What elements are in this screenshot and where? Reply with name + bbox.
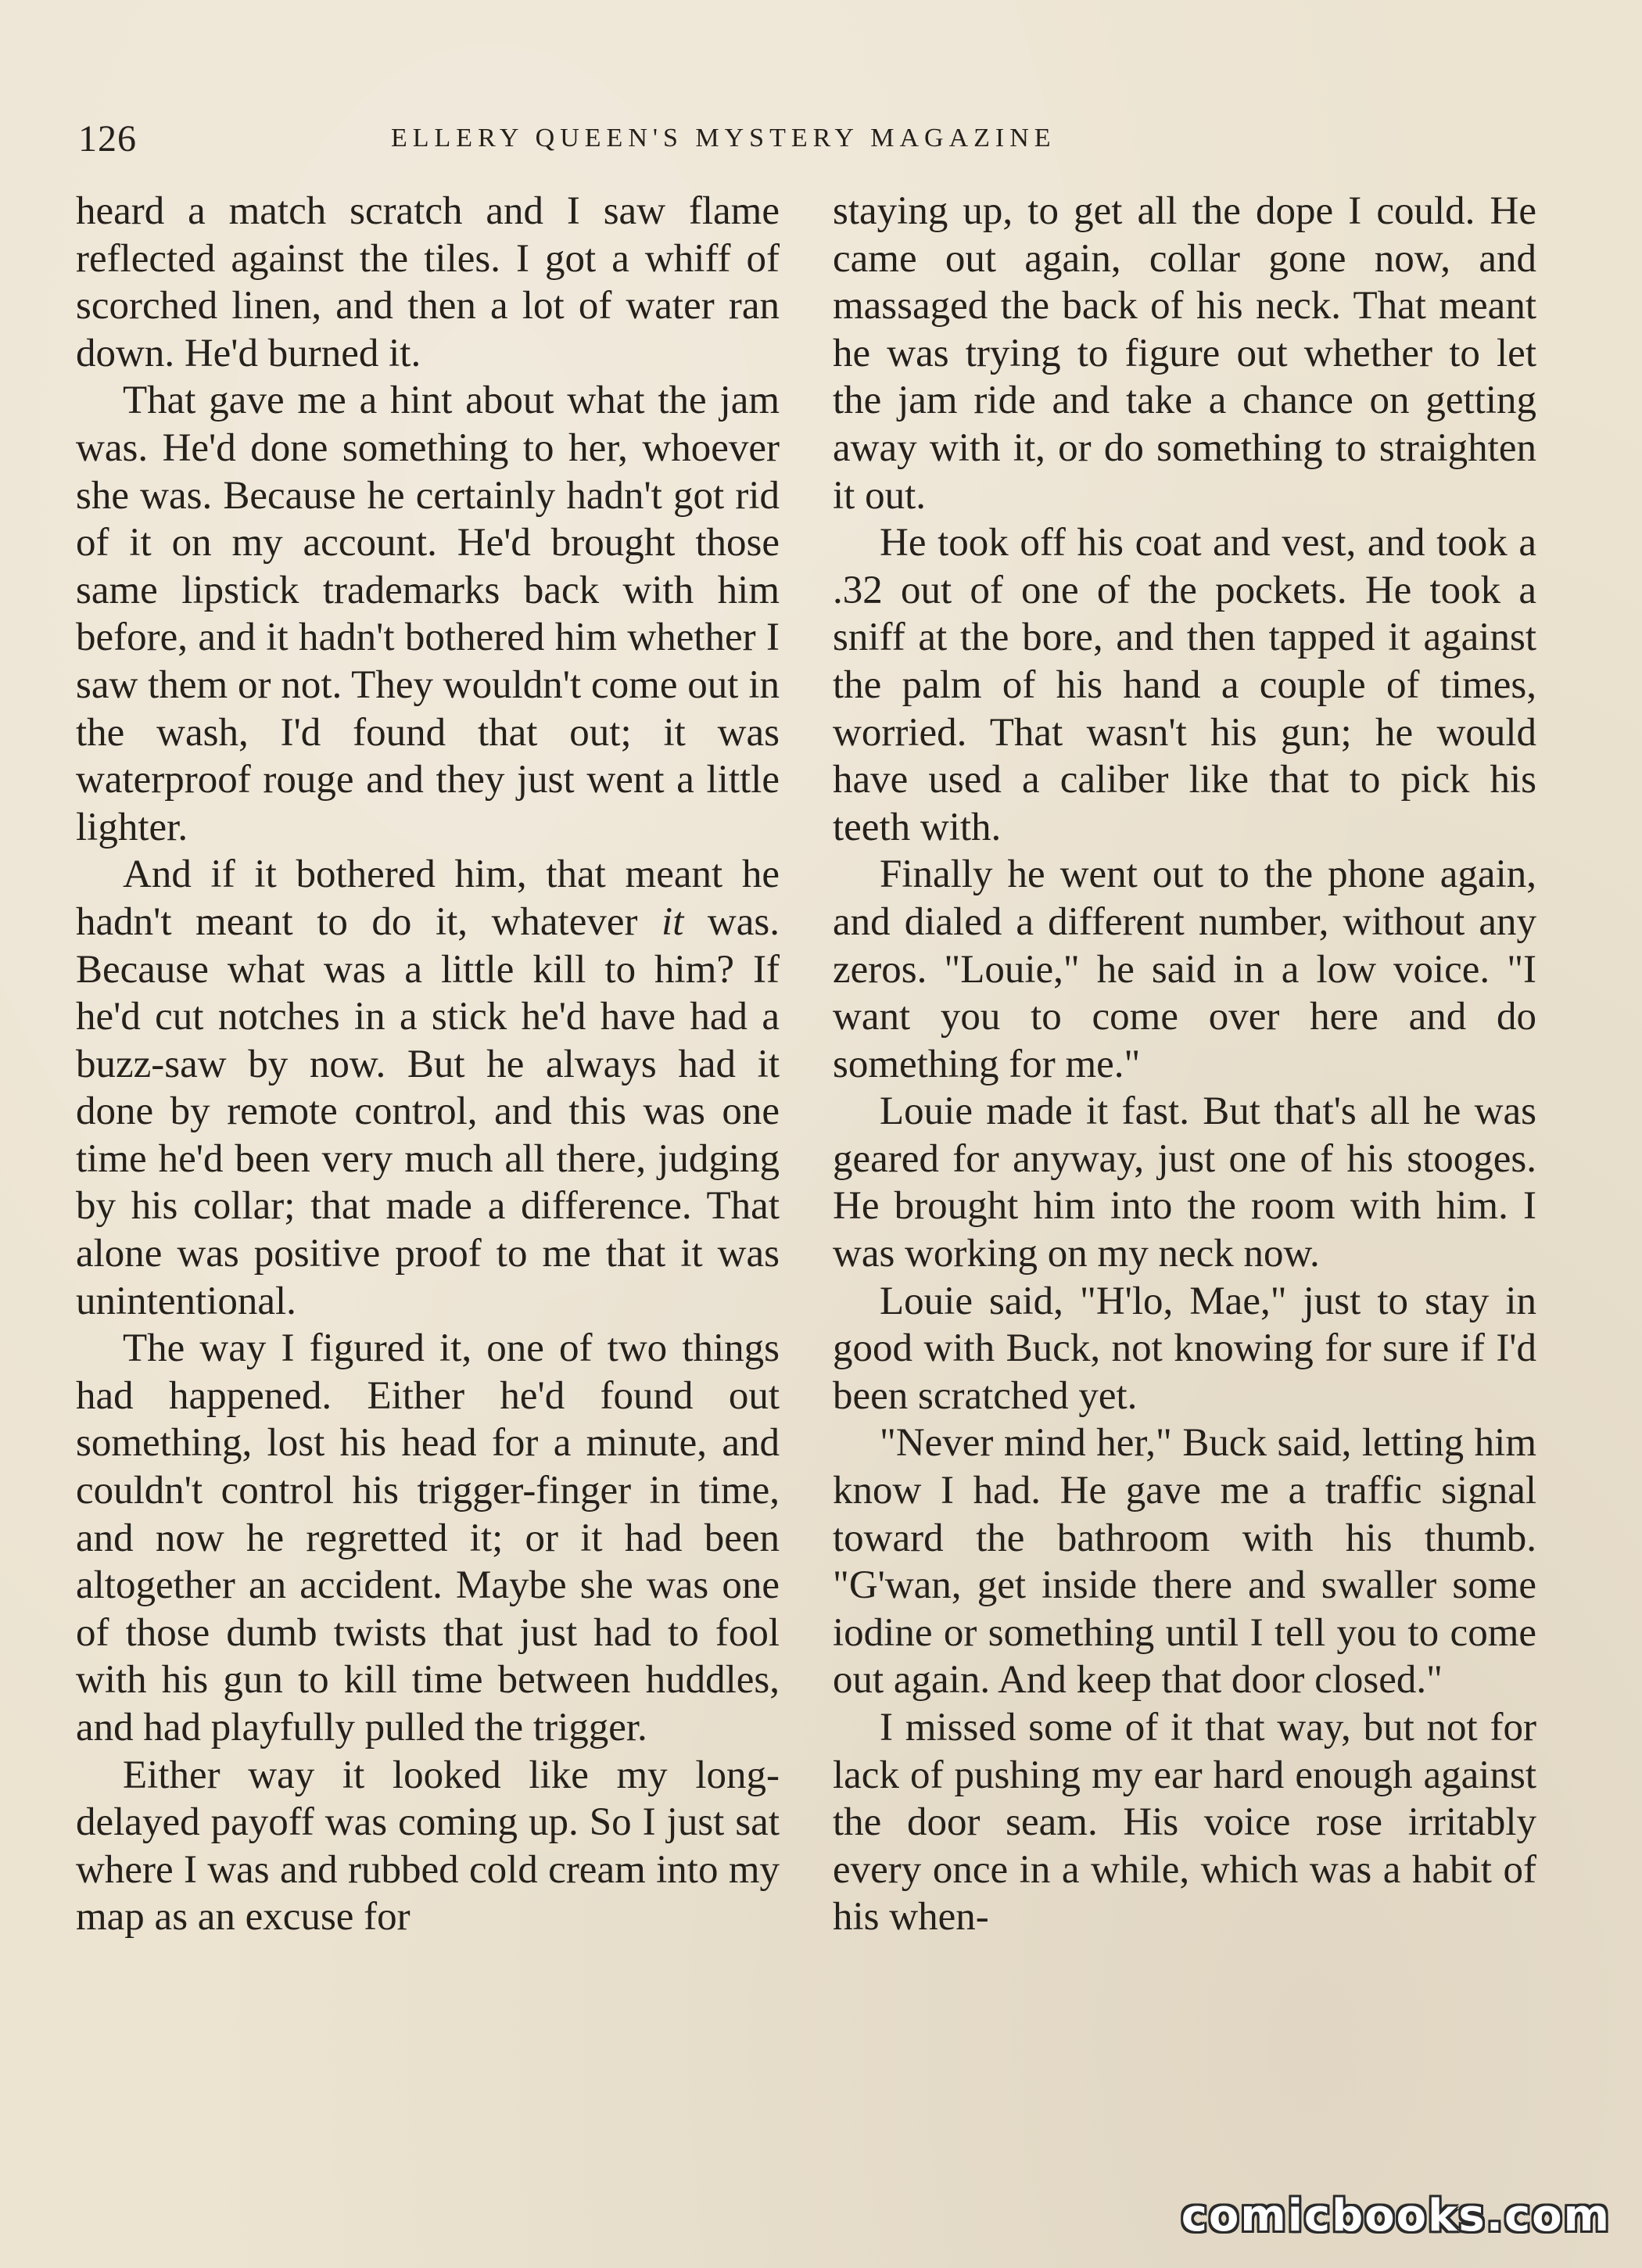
paragraph: I missed some of it that way, but not for lack of pushing my ear hard enough against the door seam. His voice rose irritably every once in a while, which was a habit of his when-	[833, 1706, 1536, 1940]
paragraph: Louie made it fast. But that's all he was geared for anyway, just one of his stooges. He brought him into the room with him. I was working on my neck now.	[833, 1089, 1536, 1276]
right-column	[833, 188, 1536, 1941]
emphasis: it	[661, 899, 684, 944]
paragraph: That gave me a hint about what the jam was. He'd done something to her, whoever she was. Because he certainly hadn't got rid of it on my account. He'd brought those same lipstick trademarks back with him before, and it hadn't bothered him whether I saw them or not. They wouldn't come out in the wash, I'd found that out; it was waterproof rouge and they just went a little lighter.	[76, 379, 780, 849]
paragraph: The way I figured it, one of two things had happened. Either he'd found out something, lost his head for a minute, and couldn't control his trigger-finger in time, and now he regretted it; or it had been altogether an accident. Maybe she was one of those dumb twists that just had to fool with his gun to kill time between huddles, and had playfully pulled the trigger.	[76, 1326, 780, 1749]
paragraph: heard a match scratch and I saw flame reflected against the tiles. I got a whiff of scorched linen, and then a lot of water ran down. He'd burned it.	[76, 189, 780, 375]
paragraph: He took off his coat and vest, and took a .32 out of one of the pockets. He took a sniff at the bore, and then tapped it against the palm of his hand a couple of times, worried. That wasn't his gun; he would have used a caliber like that to pick his teeth with.	[833, 521, 1536, 849]
paragraph: Either way it looked like my long-delayed payoff was coming up. So I just sat where I was and rubbed cold cream into my map as an excuse for	[76, 1753, 780, 1940]
page-number: 126	[78, 118, 137, 160]
paragraph: Finally he went out to the phone again, and dialed a different number, without any zeros. "Louie," he said in a low voice. "I want you to come over here and do something for me."	[833, 852, 1536, 1086]
paragraph: staying up, to get all the dope I could. He came out again, collar gone now, and massaged the back of his neck. That meant he was trying to figure out whether to let the jam ride and take a chance on getting away with it, or do something to straighten it out.	[833, 189, 1536, 518]
left-column	[76, 188, 780, 1941]
paragraph: Louie said, "H'lo, Mae," just to stay in good with Buck, not knowing for sure if I'd been scratched yet.	[833, 1279, 1536, 1418]
running-head: ELLERY QUEEN'S MYSTERY MAGAZINE	[391, 124, 1056, 153]
watermark: comicbooks.com	[1181, 2191, 1611, 2241]
page-header	[78, 117, 1533, 172]
paragraph: "Never mind her," Buck said, letting him know I had. He gave me a traffic signal toward the bathroom with his thumb. "G'wan, get inside there and swaller some iodine or something until I tell you to come out again. And keep that door closed."	[833, 1421, 1536, 1703]
paragraph: And if it bothered him, that meant he hadn't meant to do it, whatever it was. Because what was a little kill to him? If he'd cut notches in a stick he'd have had a buzz-saw by now. But he always had it done by remote control, and this was one time he'd been very much all there, judging by his collar; that made a difference. That alone was positive proof to me that it was unintentional.	[76, 852, 780, 1323]
